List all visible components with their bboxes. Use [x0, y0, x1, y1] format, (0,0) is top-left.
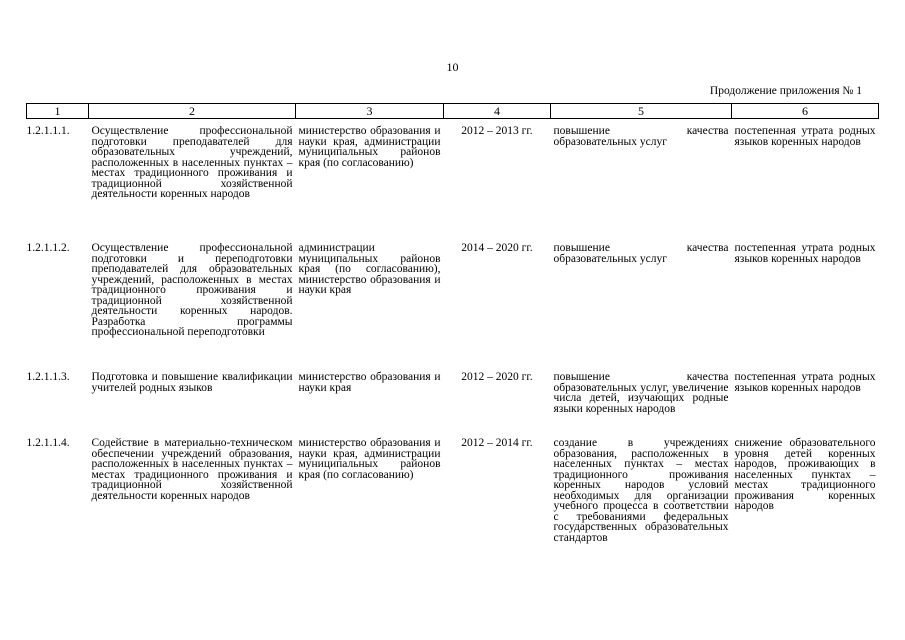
consequence-cell: постепенная утрата родных языков коренных народов	[734, 371, 876, 394]
consequence-cell: постепенная утрата родных языков коренных народов	[734, 242, 876, 265]
years-cell: 2012 – 2013 гг.	[461, 125, 533, 137]
action-cell: Осуществление профессиональной подготовки и переподготовки преподавателей для образовательных учреждений, расположенных в местах традиционного проживания и традиционной хозяйственной деятельности коренных народов. Разработка программы профессиональной переподготовки	[91, 242, 293, 338]
executor-cell: министерство образования и науки края, администрации муниципальных районов края (по согласованию)	[298, 125, 441, 169]
action-cell: Подготовка и повышение квалификации учителей родных языков	[91, 371, 293, 394]
table-row	[27, 438, 879, 588]
continuation-caption: Продолжение приложения № 1	[709, 85, 862, 97]
result-cell: повышение качества образовательных услуг	[553, 125, 729, 148]
action-cell: Содействие в материально-техническом обеспечении учреждений образования, расположенных в населенных пунктах – местах традиционного проживания и традиционной хозяйственной деятельности коренных народов	[91, 437, 293, 502]
item-number: 1.2.1.1.1.	[26, 125, 70, 137]
action-cell: Осуществление профессиональной подготовки преподавателей для образовательных учреждений, расположенных в населенных пунктах – местах традиционного проживания и традиционной хозяйственной деятельности коренных народов	[91, 125, 293, 200]
executor-cell: министерство образования и науки края, администрации муниципальных районов края (по согласованию)	[298, 437, 441, 481]
table-row	[27, 243, 879, 372]
column-header: 3	[296, 104, 444, 119]
executor-cell: администрации муниципальных районов края (по согласованию), министерство образования и науки края	[298, 242, 441, 296]
table-header	[27, 104, 879, 119]
result-cell: повышение качества образовательных услуг	[553, 242, 729, 265]
column-header: 2	[89, 104, 296, 119]
column-header: 4	[444, 104, 551, 119]
consequence-cell: постепенная утрата родных языков коренных народов	[734, 125, 876, 148]
table-row	[27, 119, 879, 244]
years-cell: 2012 – 2020 гг.	[461, 371, 533, 383]
item-number: 1.2.1.1.2.	[26, 242, 70, 254]
column-header: 1	[27, 104, 89, 119]
years-cell: 2012 – 2014 гг.	[461, 437, 533, 449]
years-cell: 2014 – 2020 гг.	[461, 242, 533, 254]
item-number: 1.2.1.1.3.	[26, 371, 70, 383]
result-cell: создание в учреждениях образования, расположенных в населенных пунктах – местах традиционного проживания коренных народов условий необходимых для организации учебного процесса в соответствии с требованиями федеральных государственных образовательных стандартов	[553, 437, 729, 544]
appendix-table	[26, 103, 879, 588]
page-number: 10	[446, 60, 459, 74]
table-row	[27, 372, 879, 438]
item-number: 1.2.1.1.4.	[26, 437, 70, 449]
consequence-cell: снижение образовательного уровня детей коренных народов, проживающих в населенных пунктах – местах традиционного проживания коренных народов	[734, 437, 876, 512]
executor-cell: министерство образования и науки края	[298, 371, 441, 394]
result-cell: повышение качества образовательных услуг, увеличение числа детей, изучающих родные языки коренных народов	[553, 371, 729, 415]
column-header: 6	[732, 104, 879, 119]
column-header: 5	[551, 104, 732, 119]
